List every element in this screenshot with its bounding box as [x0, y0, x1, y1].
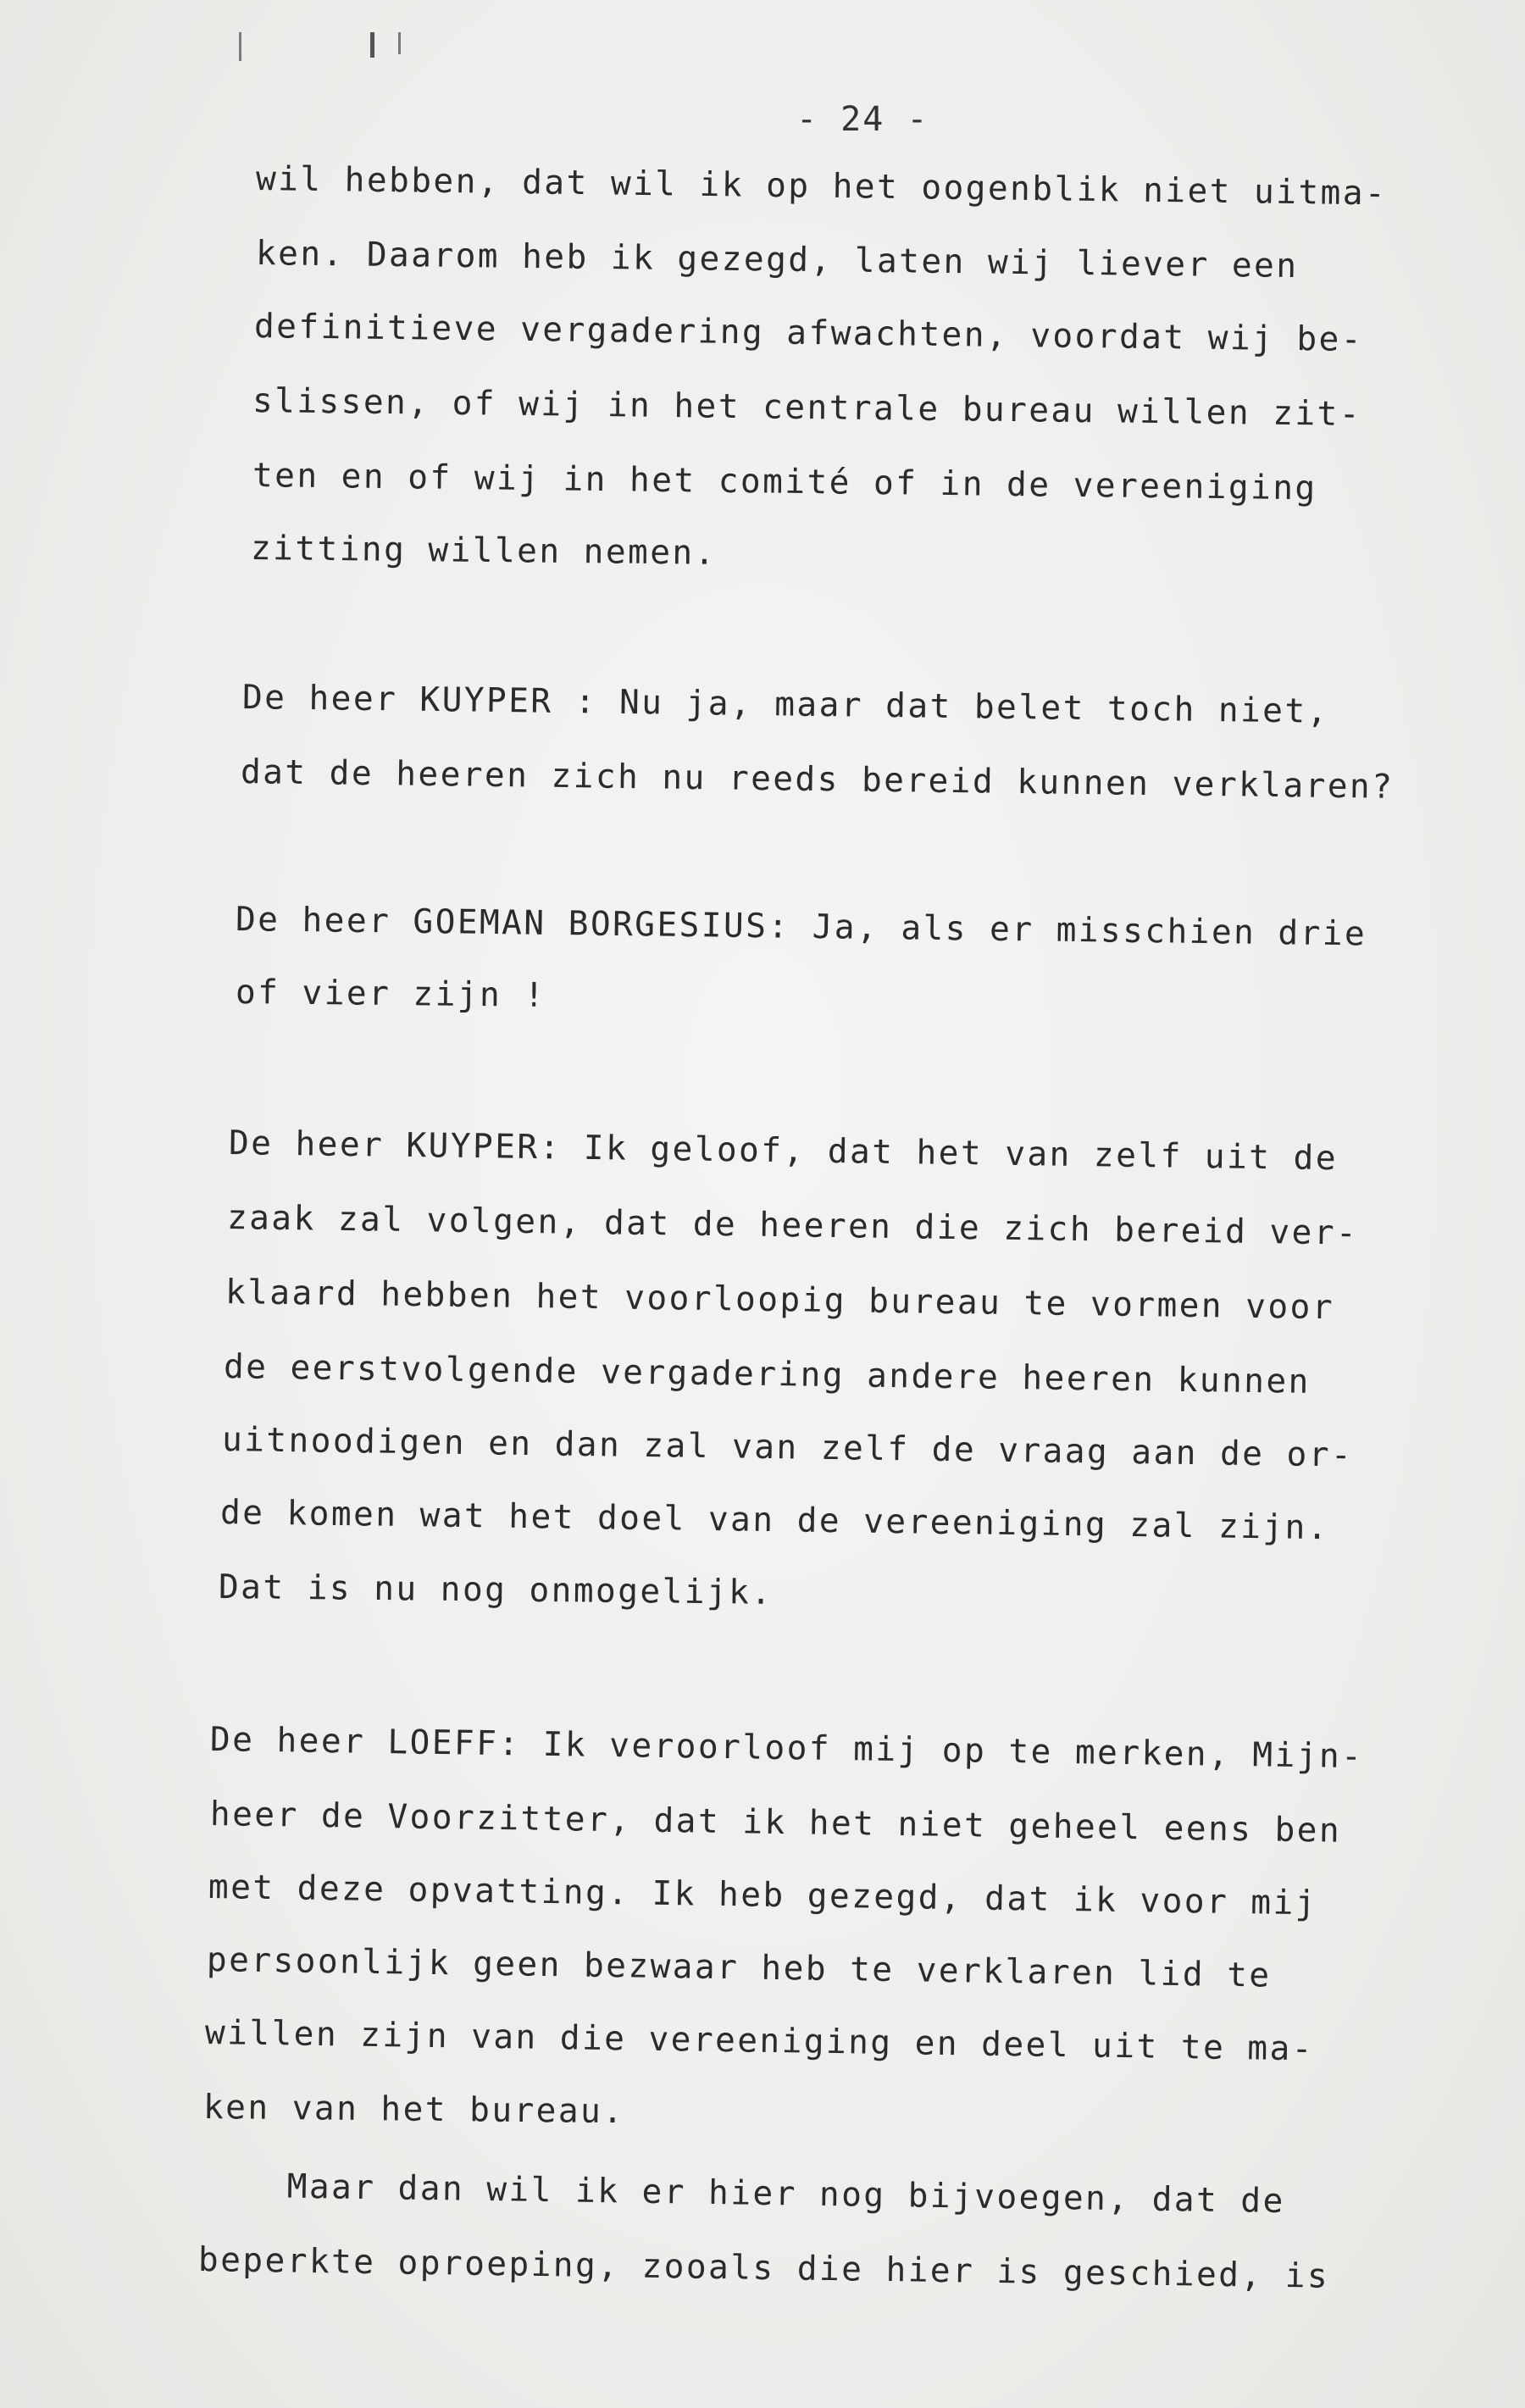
text-line: ten en of wij in het comité of in de vereeniging	[252, 456, 1317, 508]
text-line: met deze opvatting. Ik heb gezegd, dat ik voor mij	[208, 1867, 1318, 1923]
text-line: definitieve vergadering afwachten, voordat wij be-	[253, 307, 1364, 359]
text-line: uitnoodigen en dan zal van zelf de vraag aan de or-	[221, 1420, 1354, 1475]
page-number: - 24 -	[796, 100, 929, 139]
text-line: zitting willen nemen.	[250, 529, 718, 573]
text-line: persoonlijk geen bezwaar heb te verklaren lid te	[206, 1940, 1272, 1995]
text-line: ken van het bureau.	[202, 2088, 625, 2132]
text-line: wil hebben, dat wil ik op het oogenblik niet uitma-	[255, 159, 1388, 214]
text-line: Maar dan wil ik er hier nog bijvoegen, dat de	[197, 2166, 1286, 2222]
text-line: De heer LOEFF: Ik veroorloof mij op te merken, Mijn-	[209, 1720, 1364, 1777]
text-line: ken. Daarom heb ik gezegd, laten wij liever een	[255, 234, 1299, 286]
text-line: zaak zal volgen, dat de heeren die zich bereid ver-	[226, 1198, 1359, 1253]
text-line: De heer GOEMAN BORGESIUS: Ja, als er misschien drie	[235, 900, 1367, 954]
text-line: de eerstvolgende vergadering andere heeren kunnen	[223, 1347, 1312, 1401]
text-line: klaard hebben het voorloopig bureau te vormen voor	[225, 1273, 1335, 1328]
text-line: willen zijn van die vereeniging en deel uit te ma-	[204, 2013, 1315, 2069]
text-line: De heer KUYPER : Nu ja, maar dat belet toch niet,	[241, 678, 1330, 731]
text-line: de komen wat het doel van de vereeniging zal zijn.	[219, 1493, 1330, 1548]
text-line: of vier zijn !	[235, 973, 546, 1015]
text-line: slissen, of wij in het centrale bureau willen zit-	[252, 381, 1362, 434]
text-line: De heer KUYPER: Ik geloof, dat het van zelf uit de	[228, 1124, 1339, 1179]
text-line: Dat is nu nog onmogelijk.	[218, 1567, 774, 1612]
text-line: dat de heeren zich nu reeds bereid kunnen verklaren?	[240, 752, 1395, 807]
text-line: beperkte oproeping, zooals die hier is geschied, is	[197, 2240, 1330, 2296]
text-line: heer de Voorzitter, dat ik het niet geheel eens ben	[209, 1795, 1342, 1850]
